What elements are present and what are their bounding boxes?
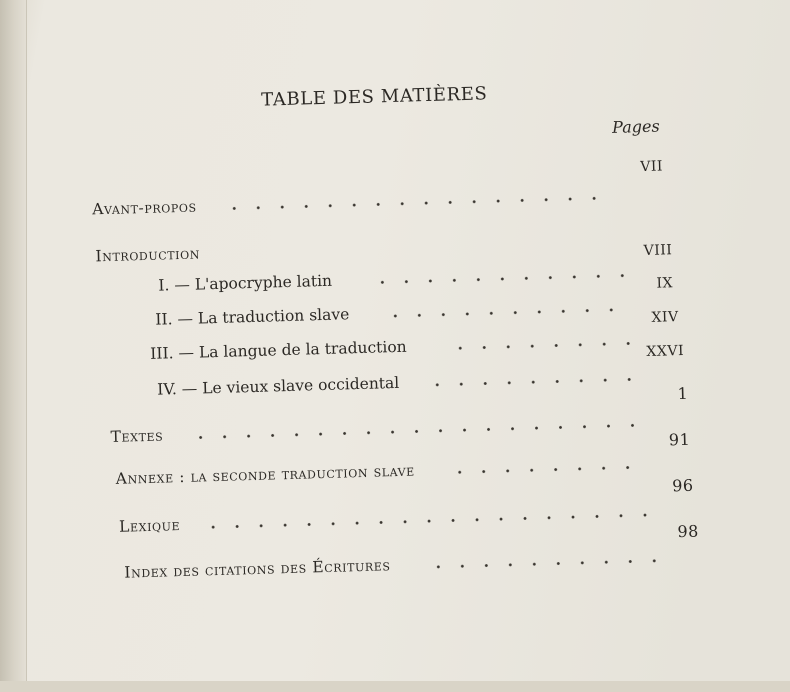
toc-entry-avant-propos: Avant-propos xyxy=(91,197,197,219)
page-number: 96 xyxy=(671,475,694,496)
chapter-title: La langue de la traduction xyxy=(198,337,407,362)
toc-entry-chapter-2 xyxy=(155,305,349,328)
dash: — xyxy=(174,275,191,295)
chapter-title: La traduction slave xyxy=(197,305,350,328)
toc-entry-textes: Textes xyxy=(110,426,164,446)
dot-leader xyxy=(426,559,656,569)
page-number: IX xyxy=(656,275,674,292)
toc-entry-chapter-4 xyxy=(157,374,399,399)
dash: — xyxy=(177,309,194,329)
chapter-number: II. xyxy=(155,310,173,329)
page-number: XXVI xyxy=(646,342,685,360)
page-number: VIII xyxy=(643,242,673,260)
toc-entry-index: Index des citations des Écritures xyxy=(124,556,391,582)
dot-leader xyxy=(425,377,635,387)
dot-leader xyxy=(448,341,638,350)
toc-entry-chapter-3 xyxy=(150,338,407,363)
dot-leader xyxy=(383,307,633,318)
dot-leader xyxy=(189,423,644,440)
page-title: TABLE DES MATIÈRES xyxy=(260,83,488,111)
page-number: XIV xyxy=(651,309,679,326)
dot-leader xyxy=(370,273,635,284)
chapter-title: L'apocryphe latin xyxy=(194,271,333,294)
toc-entry-introduction: Introduction xyxy=(95,244,201,266)
dot-leader xyxy=(201,513,651,530)
toc-entry-chapter-1 xyxy=(158,272,332,295)
page-number: VII xyxy=(640,158,664,176)
dash: — xyxy=(181,379,198,398)
pages-column-label: Pages xyxy=(611,116,660,137)
page-number: 1 xyxy=(677,383,689,404)
toc-entry-lexique: Lexique xyxy=(118,516,181,536)
chapter-title: Le vieux slave occidental xyxy=(201,373,400,398)
page-number: 98 xyxy=(677,521,700,542)
dot-leader xyxy=(222,196,612,211)
page-number: 91 xyxy=(668,429,691,450)
chapter-number: III. xyxy=(150,344,174,363)
chapter-number: IV. xyxy=(157,380,178,399)
chapter-number: I. xyxy=(158,276,170,295)
dot-leader xyxy=(448,465,648,475)
toc-entry-annexe: Annexe : la seconde traduction slave xyxy=(115,461,416,488)
dash: — xyxy=(178,343,195,363)
